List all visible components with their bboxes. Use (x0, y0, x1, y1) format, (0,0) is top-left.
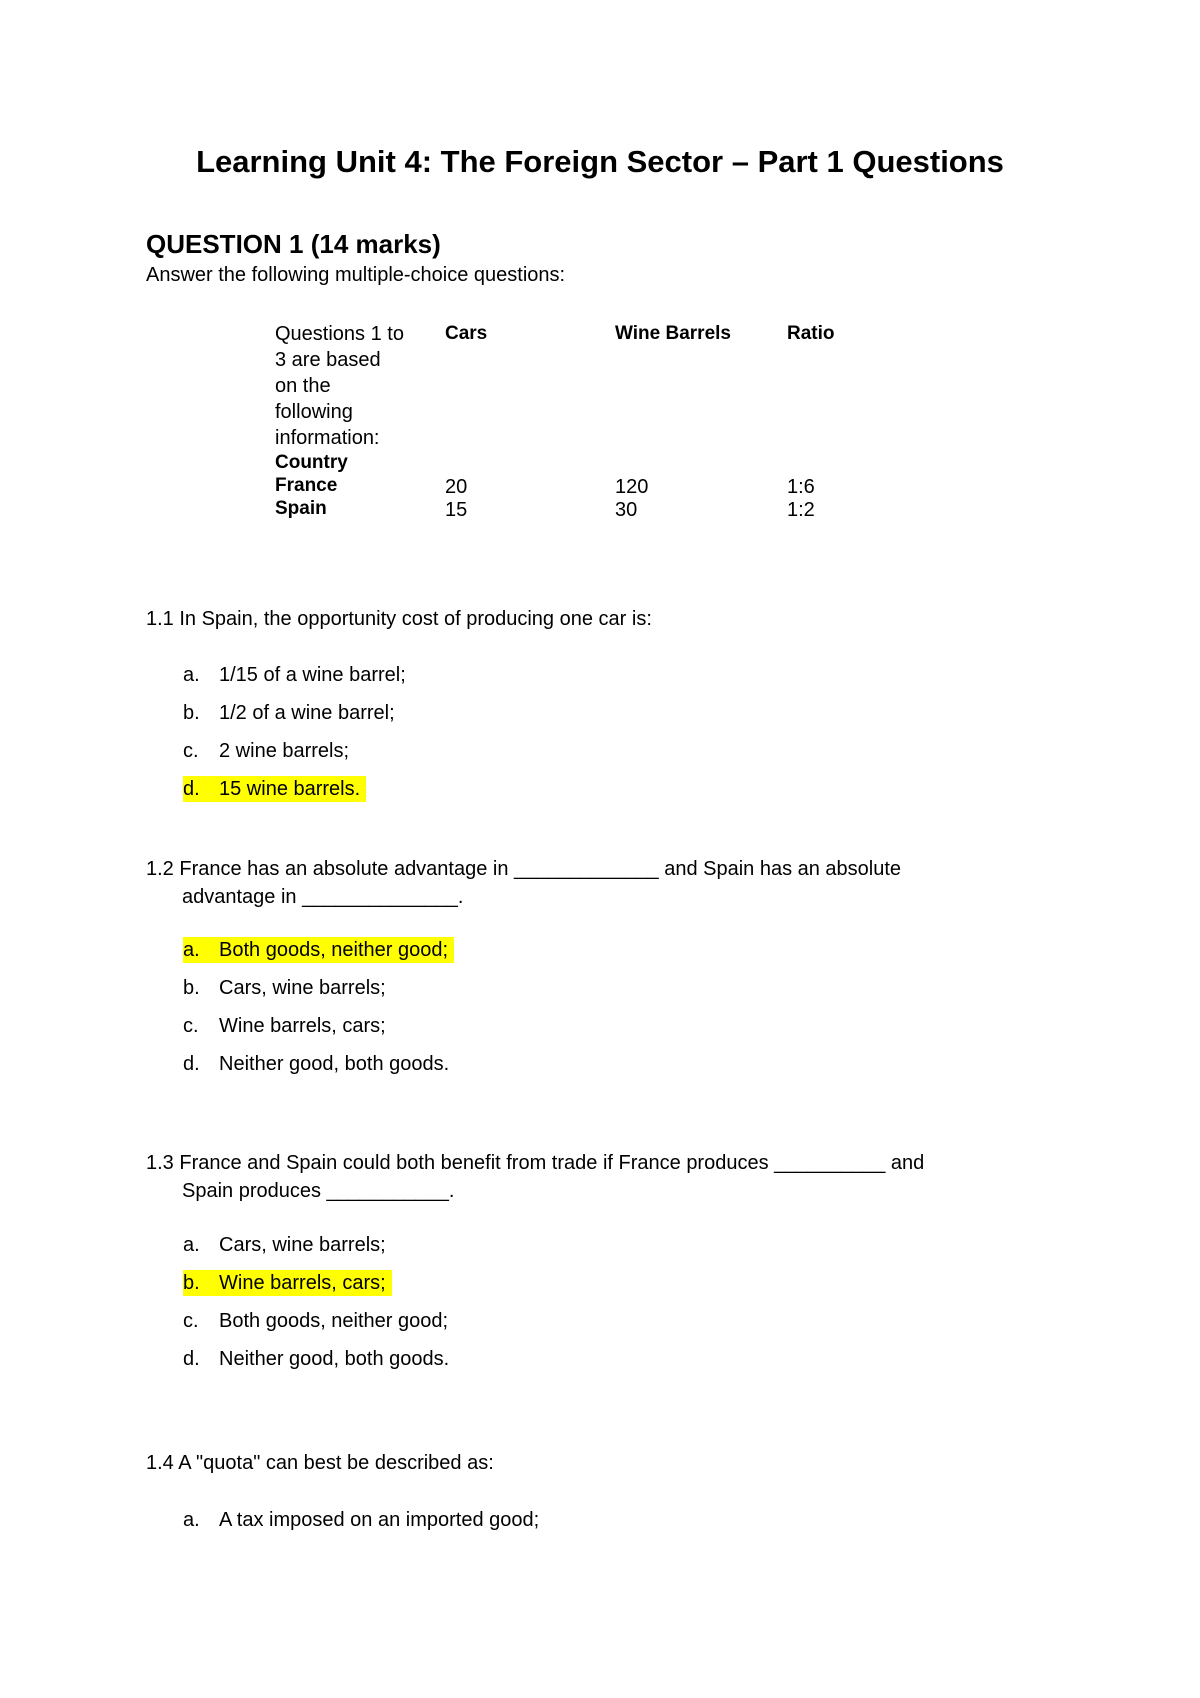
option-letter: d. (183, 1348, 200, 1370)
option-letter: a. (183, 664, 200, 686)
question-1-3 (146, 1149, 1046, 1205)
table-intro-line: following (275, 401, 353, 423)
option-b[interactable] (183, 1270, 392, 1296)
option-text: Cars, wine barrels; (219, 977, 386, 999)
question-heading: QUESTION 1 (14 marks) (146, 229, 441, 259)
table-intro-line: 3 are based (275, 349, 381, 371)
option-c[interactable] (183, 738, 355, 764)
option-text: 1/15 of a wine barrel; (219, 664, 406, 686)
question-text: 1.2 France has an absolute advantage in _____________ and Spain has an absolute (146, 858, 902, 880)
option-d[interactable] (183, 1051, 455, 1077)
option-text: 2 wine barrels; (219, 740, 350, 762)
option-text: Cars, wine barrels; (219, 1234, 386, 1256)
option-letter: b. (183, 702, 200, 724)
answer-highlight (183, 776, 366, 802)
table-row-country: Spain (275, 498, 327, 519)
question-text: 1.1 In Spain, the opportunity cost of producing one car is: (146, 608, 652, 630)
answer-highlight (183, 1270, 392, 1296)
option-c[interactable] (183, 1013, 392, 1039)
option-letter: c. (183, 1310, 199, 1332)
option-letter: d. (183, 778, 200, 800)
option-a[interactable] (183, 1232, 392, 1258)
option-d[interactable] (183, 1346, 455, 1372)
option-text: Both goods, neither good; (219, 1310, 449, 1332)
table-column-header: Wine Barrels (615, 323, 731, 344)
option-letter: b. (183, 977, 200, 999)
table-cell: 1:6 (787, 476, 815, 498)
option-letter: a. (183, 939, 200, 961)
table-intro-line: on the (275, 375, 331, 397)
table-cell: 20 (445, 476, 468, 498)
table-intro-line: Questions 1 to (275, 323, 404, 345)
option-letter: b. (183, 1272, 200, 1294)
option-text: Both goods, neither good; (219, 939, 449, 961)
option-letter: a. (183, 1509, 200, 1531)
question-text: 1.4 A "quota" can best be described as: (146, 1452, 494, 1474)
option-letter: c. (183, 1015, 199, 1037)
question-1-2 (146, 855, 1046, 911)
option-text: Wine barrels, cars; (219, 1015, 386, 1037)
option-b[interactable] (183, 975, 392, 1001)
option-a[interactable] (183, 662, 412, 688)
table-cell: 15 (445, 499, 468, 521)
question-instruction: Answer the following multiple-choice questions: (146, 264, 566, 286)
option-text: A tax imposed on an imported good; (219, 1509, 540, 1531)
option-text: Neither good, both goods. (219, 1348, 450, 1370)
option-text: 15 wine barrels. (219, 778, 361, 800)
question-text: 1.3 France and Spain could both benefit from trade if France produces __________ and (146, 1152, 925, 1174)
table-intro-line: information: (275, 427, 380, 449)
option-text: Neither good, both goods. (219, 1053, 450, 1075)
table-column-header: Ratio (787, 323, 835, 344)
question-1-4 (146, 1449, 1046, 1477)
question-text: advantage in ______________. (182, 886, 464, 908)
table-row-header: Country (275, 452, 348, 473)
option-a[interactable] (183, 937, 454, 963)
option-b[interactable] (183, 700, 401, 726)
option-a[interactable] (183, 1507, 545, 1533)
table-cell: 1:2 (787, 499, 815, 521)
option-letter: a. (183, 1234, 200, 1256)
option-d[interactable] (183, 776, 366, 802)
option-letter: d. (183, 1053, 200, 1075)
table-cell: 30 (615, 499, 638, 521)
option-text: Wine barrels, cars; (219, 1272, 386, 1294)
question-1-1 (146, 605, 1046, 633)
option-text: 1/2 of a wine barrel; (219, 702, 395, 724)
table-intro (275, 321, 425, 520)
table-column-header: Cars (445, 323, 488, 344)
option-c[interactable] (183, 1308, 454, 1334)
table-row-country: France (275, 475, 338, 496)
page-title: Learning Unit 4: The Foreign Sector – Part 1 Questions (196, 144, 1004, 179)
table-cell: 120 (615, 476, 649, 498)
question-text: Spain produces ___________. (182, 1180, 455, 1202)
answer-highlight (183, 937, 454, 963)
option-letter: c. (183, 740, 199, 762)
